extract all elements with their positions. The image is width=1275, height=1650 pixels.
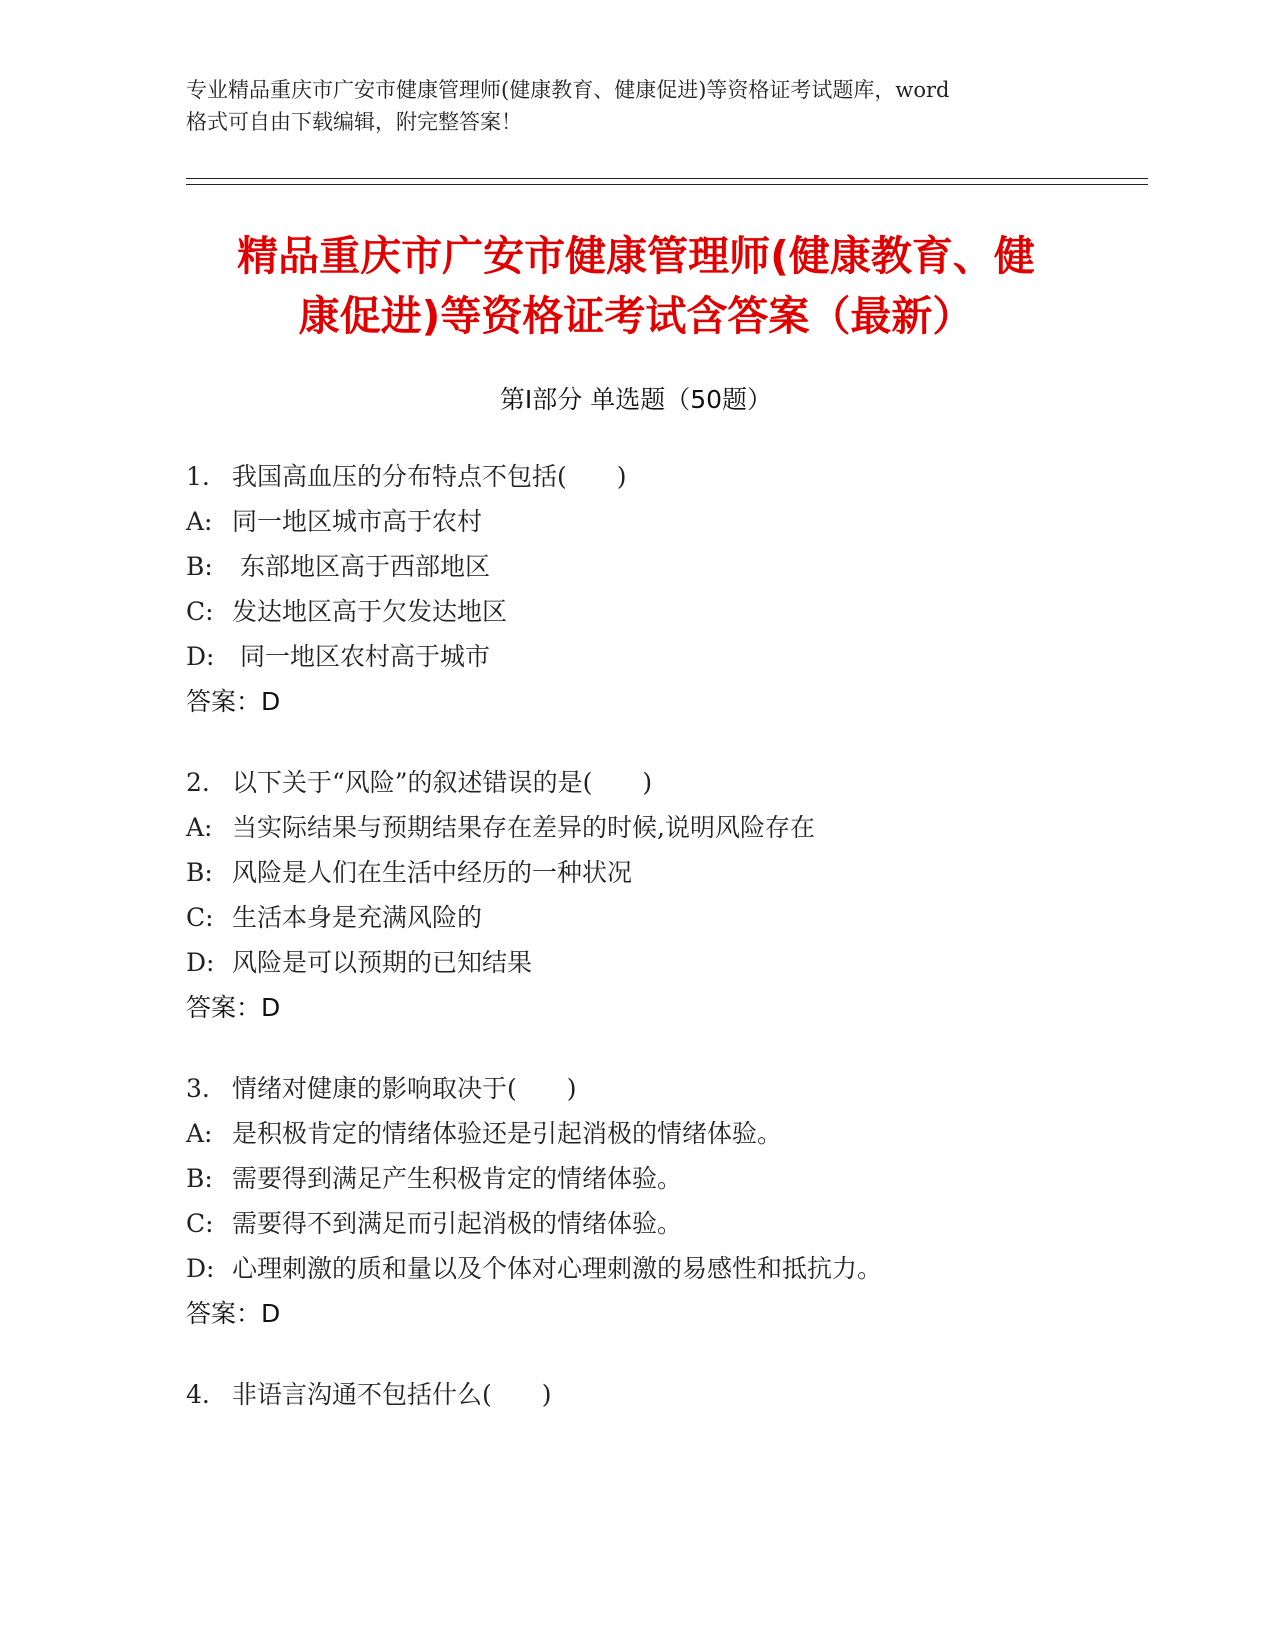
option-c (186, 589, 1166, 634)
option-text: 风险是人们在生活中经历的一种状况 (232, 858, 633, 887)
option-text: 同一地区城市高于农村 (232, 507, 483, 536)
option-text: 当实际结果与预期结果存在差异的时候,说明风险存在 (232, 813, 815, 842)
header-note-line-1: 专业精品重庆市广安市健康管理师(健康教育、健康促进)等资格证考试题库，word (186, 78, 950, 102)
option-c (186, 895, 1166, 940)
question-stem (186, 1066, 1166, 1111)
question-number: 3. (186, 1074, 210, 1103)
option-label: A: (186, 813, 213, 842)
question-number: 2. (186, 768, 210, 797)
header-note (186, 74, 1086, 138)
option-b (186, 1156, 1166, 1201)
option-d (186, 940, 1166, 985)
option-b (186, 850, 1166, 895)
option-a (186, 499, 1166, 544)
question-4 (186, 1372, 1166, 1417)
question-text: 我国高血压的分布特点不包括( ) (232, 462, 627, 491)
question-1 (186, 454, 1166, 724)
option-text: 东部地区高于西部地区 (232, 552, 490, 581)
option-a (186, 805, 1166, 850)
section-heading: 第Ⅰ部分 单选题（50题） (499, 385, 773, 414)
option-text: 心理刺激的质和量以及个体对心理刺激的易感性和抵抗力。 (232, 1254, 883, 1283)
option-label: B: (186, 858, 213, 887)
option-d (186, 1246, 1166, 1291)
option-text: 需要得到满足产生积极肯定的情绪体验。 (232, 1164, 683, 1193)
question-number: 1. (186, 462, 210, 491)
option-label: C: (186, 903, 214, 932)
option-label: C: (186, 1209, 214, 1238)
question-number: 4. (186, 1380, 210, 1409)
question-3 (186, 1066, 1166, 1336)
option-a (186, 1111, 1166, 1156)
question-stem (186, 454, 1166, 499)
option-text: 生活本身是充满风险的 (232, 903, 483, 932)
header-divider-top (186, 178, 1148, 179)
option-label: B: (186, 1164, 213, 1193)
document-title (186, 226, 1086, 346)
option-label: D: (186, 948, 215, 977)
question-stem (186, 760, 1166, 805)
document-title-line-2: 康促进)等资格证考试含答案（最新） (298, 292, 974, 340)
option-label: D: (186, 642, 215, 671)
option-label: B: (186, 552, 213, 581)
option-text: 发达地区高于欠发达地区 (232, 597, 508, 626)
option-text: 是积极肯定的情绪体验还是引起消极的情绪体验。 (232, 1119, 783, 1148)
answer: 答案：D (186, 1299, 281, 1328)
option-text: 同一地区农村高于城市 (232, 642, 490, 671)
question-text: 以下关于“风险”的叙述错误的是( ) (232, 768, 653, 797)
header-divider-bottom (186, 184, 1148, 185)
question-text: 情绪对健康的影响取决于( ) (232, 1074, 577, 1103)
option-d (186, 634, 1166, 679)
option-label: A: (186, 1119, 213, 1148)
question-2 (186, 760, 1166, 1030)
option-c (186, 1201, 1166, 1246)
option-label: D: (186, 1254, 215, 1283)
answer: 答案：D (186, 687, 281, 716)
header-note-line-2: 格式可自由下载编辑，附完整答案！ (186, 110, 522, 134)
document-title-line-1: 精品重庆市广安市健康管理师(健康教育、健 (237, 232, 1035, 280)
option-label: A: (186, 507, 213, 536)
option-text: 风险是可以预期的已知结果 (232, 948, 533, 977)
option-text: 需要得不到满足而引起消极的情绪体验。 (232, 1209, 683, 1238)
question-text: 非语言沟通不包括什么( ) (232, 1380, 552, 1409)
question-stem (186, 1372, 1166, 1417)
option-label: C: (186, 597, 214, 626)
option-b (186, 544, 1166, 589)
answer: 答案：D (186, 993, 281, 1022)
